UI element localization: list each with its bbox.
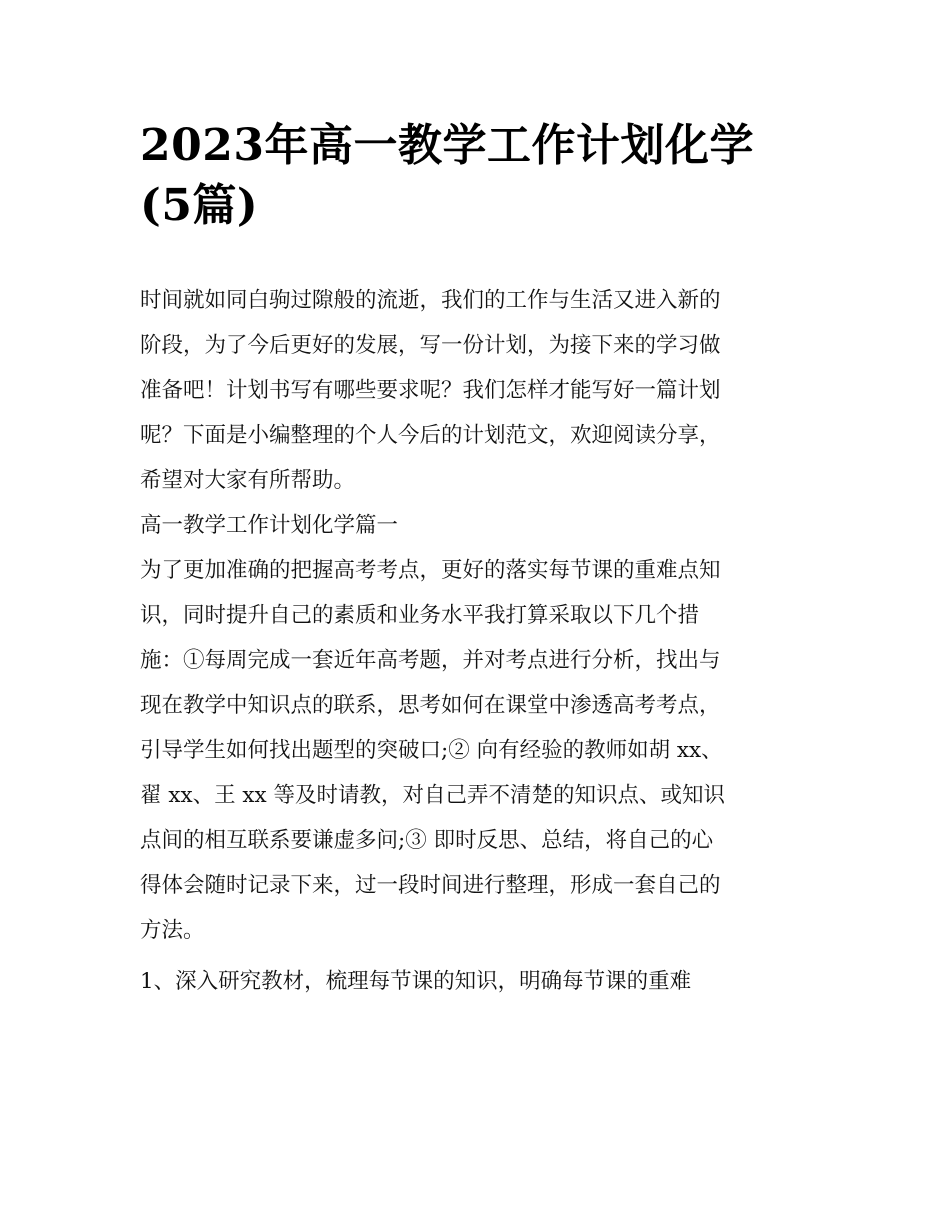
- intro-line-1: 时间就如同白驹过隙般的流逝，我们的工作与生活又进入新的: [140, 288, 721, 313]
- list-item-1: 1、深入研究教材，梳理每节课的知识，明确每节课的重难: [140, 969, 692, 994]
- section-line-5: 引导学生如何找出题型的突破口;② 向有经验的教师如胡 xx、: [140, 738, 723, 763]
- document-title: [140, 116, 820, 236]
- section-line-8: 得体会随时记录下来，过一段时间进行整理，形成一套自己的: [140, 873, 721, 898]
- intro-line-4: 呢？下面是小编整理的个人今后的计划范文，欢迎阅读分享，: [140, 423, 721, 448]
- section-line-7: 点间的相互联系要谦虚多问;③ 即时反思、总结，将自己的心: [140, 828, 714, 853]
- section-heading: 高一教学工作计划化学篇一: [140, 513, 399, 538]
- intro-line-2: 阶段，为了今后更好的发展，写一份计划，为接下来的学习做: [140, 333, 721, 358]
- section-line-6: 翟 xx、王 xx 等及时请教，对自己弄不清楚的知识点、或知识: [140, 783, 726, 808]
- intro-line-3: 准备吧！计划书写有哪些要求呢？我们怎样才能写好一篇计划: [140, 378, 721, 403]
- section-line-3: 施：①每周完成一套近年高考题，并对考点进行分析，找出与: [140, 648, 721, 673]
- section-line-9: 方法。: [140, 918, 205, 943]
- title-line-2: (5篇): [140, 180, 259, 231]
- section-line-4: 现在教学中知识点的联系，思考如何在课堂中渗透高考考点，: [140, 693, 721, 718]
- section-line-2: 识，同时提升自己的素质和业务水平我打算采取以下几个措: [140, 603, 700, 628]
- intro-line-5: 希望对大家有所帮助。: [140, 468, 356, 493]
- document-body: [140, 278, 820, 1004]
- title-line-1: 2023年高一教学工作计划化学: [140, 120, 754, 171]
- section-line-1: 为了更加准确的把握高考考点，更好的落实每节课的重难点知: [140, 558, 721, 583]
